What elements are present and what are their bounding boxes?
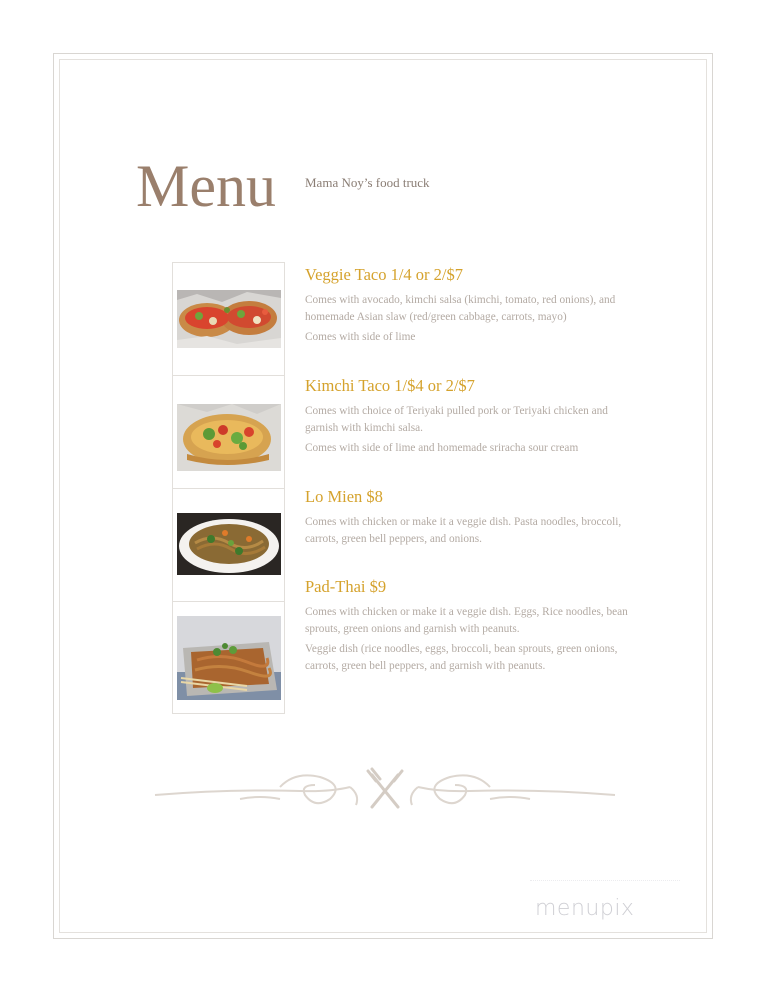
item-description: Comes with chicken or make it a veggie dish. Eggs, Rice noodles, bean sprouts, green onions and garnish with peanuts. <box>305 606 628 635</box>
photo-cell-kimchi-taco <box>173 376 284 489</box>
menu-title: Menu <box>136 153 276 219</box>
item-description: Comes with avocado, kimchi salsa (kimchi, tomato, red onions), and homemade Asian slaw (red/green cabbage, carrots, mayo) <box>305 294 616 323</box>
item-note: Comes with side of lime <box>305 331 416 343</box>
watermark-tagline <box>530 880 680 887</box>
item-note: Veggie dish (rice noodles, eggs, broccoli, bean sprouts, green onions, carrots, green bell peppers, and garnish with peanuts. <box>305 643 618 672</box>
item-name: Veggie Taco 1/4 or 2/$7 <box>305 265 464 284</box>
item-name: Pad-Thai $9 <box>305 577 387 596</box>
photo-cell-lo-mien <box>173 489 284 602</box>
fork-knife-flourish-icon <box>150 765 620 819</box>
item-name: Kimchi Taco 1/$4 or 2/$7 <box>305 376 475 395</box>
photo-cell-veggie-taco <box>173 263 284 376</box>
pad-thai-photo <box>177 616 281 700</box>
photo-column <box>172 262 285 714</box>
photo-cell-pad-thai <box>173 602 284 715</box>
menu-item-kimchi-taco <box>305 375 635 457</box>
menu-item-veggie-taco <box>305 264 635 346</box>
item-note: Comes with side of lime and homemade sriracha sour cream <box>305 442 579 454</box>
menu-item-pad-thai <box>305 576 635 674</box>
item-description: Comes with choice of Teriyaki pulled pork or Teriyaki chicken and garnish with kimchi salsa. <box>305 405 608 434</box>
veggie-taco-photo <box>177 290 281 348</box>
item-description: Comes with chicken or make it a veggie dish. Pasta noodles, broccoli, carrots, green bell peppers, and onions. <box>305 516 622 545</box>
lo-mien-photo <box>177 513 281 575</box>
item-name: Lo Mien $8 <box>305 487 383 506</box>
kimchi-taco-photo <box>177 404 281 471</box>
menupix-watermark: menupix <box>535 896 635 921</box>
menu-subtitle: Mama Noy’s food truck <box>305 175 430 190</box>
menu-item-lo-mien <box>305 486 635 547</box>
